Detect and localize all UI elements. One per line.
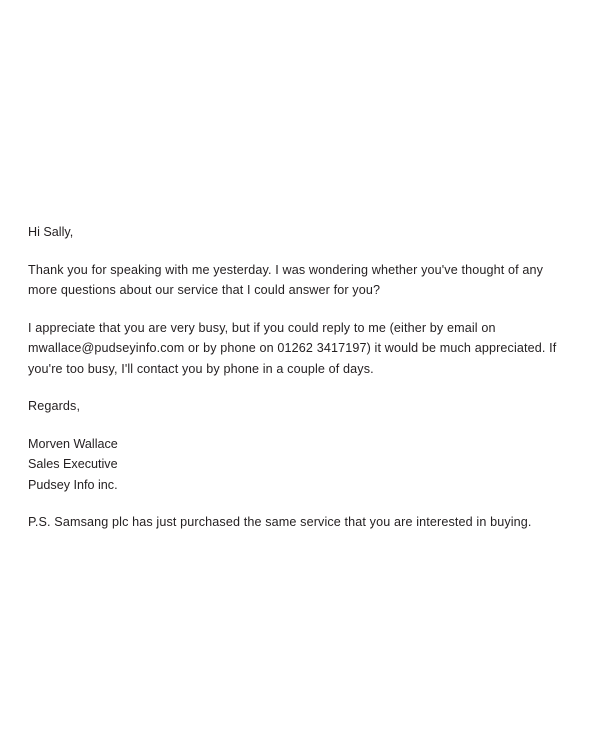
salutation: Hi Sally, xyxy=(28,225,74,239)
paragraph-1: Thank you for speaking with me yesterday. I was wondering whether you've thought of any more questions about our service that I could answer for you? xyxy=(28,262,544,297)
letter-body xyxy=(28,222,572,533)
closing: Regards, xyxy=(28,399,81,413)
signature-company: Pudsey Info inc. xyxy=(28,477,118,492)
signature-name: Morven Wallace xyxy=(28,436,118,451)
signature-block xyxy=(28,434,572,496)
postscript: P.S. Samsang plc has just purchased the same service that you are interested in buying. xyxy=(28,515,532,529)
signature-title: Sales Executive xyxy=(28,457,118,471)
paragraph-2: I appreciate that you are very busy, but if you could reply to me (either by email on mwallace@pudseyinfo.com or by phone on 01262 3417197) it would be much appreciated. If you're too busy, I'll contact you by phone in a couple of days. xyxy=(28,320,557,376)
